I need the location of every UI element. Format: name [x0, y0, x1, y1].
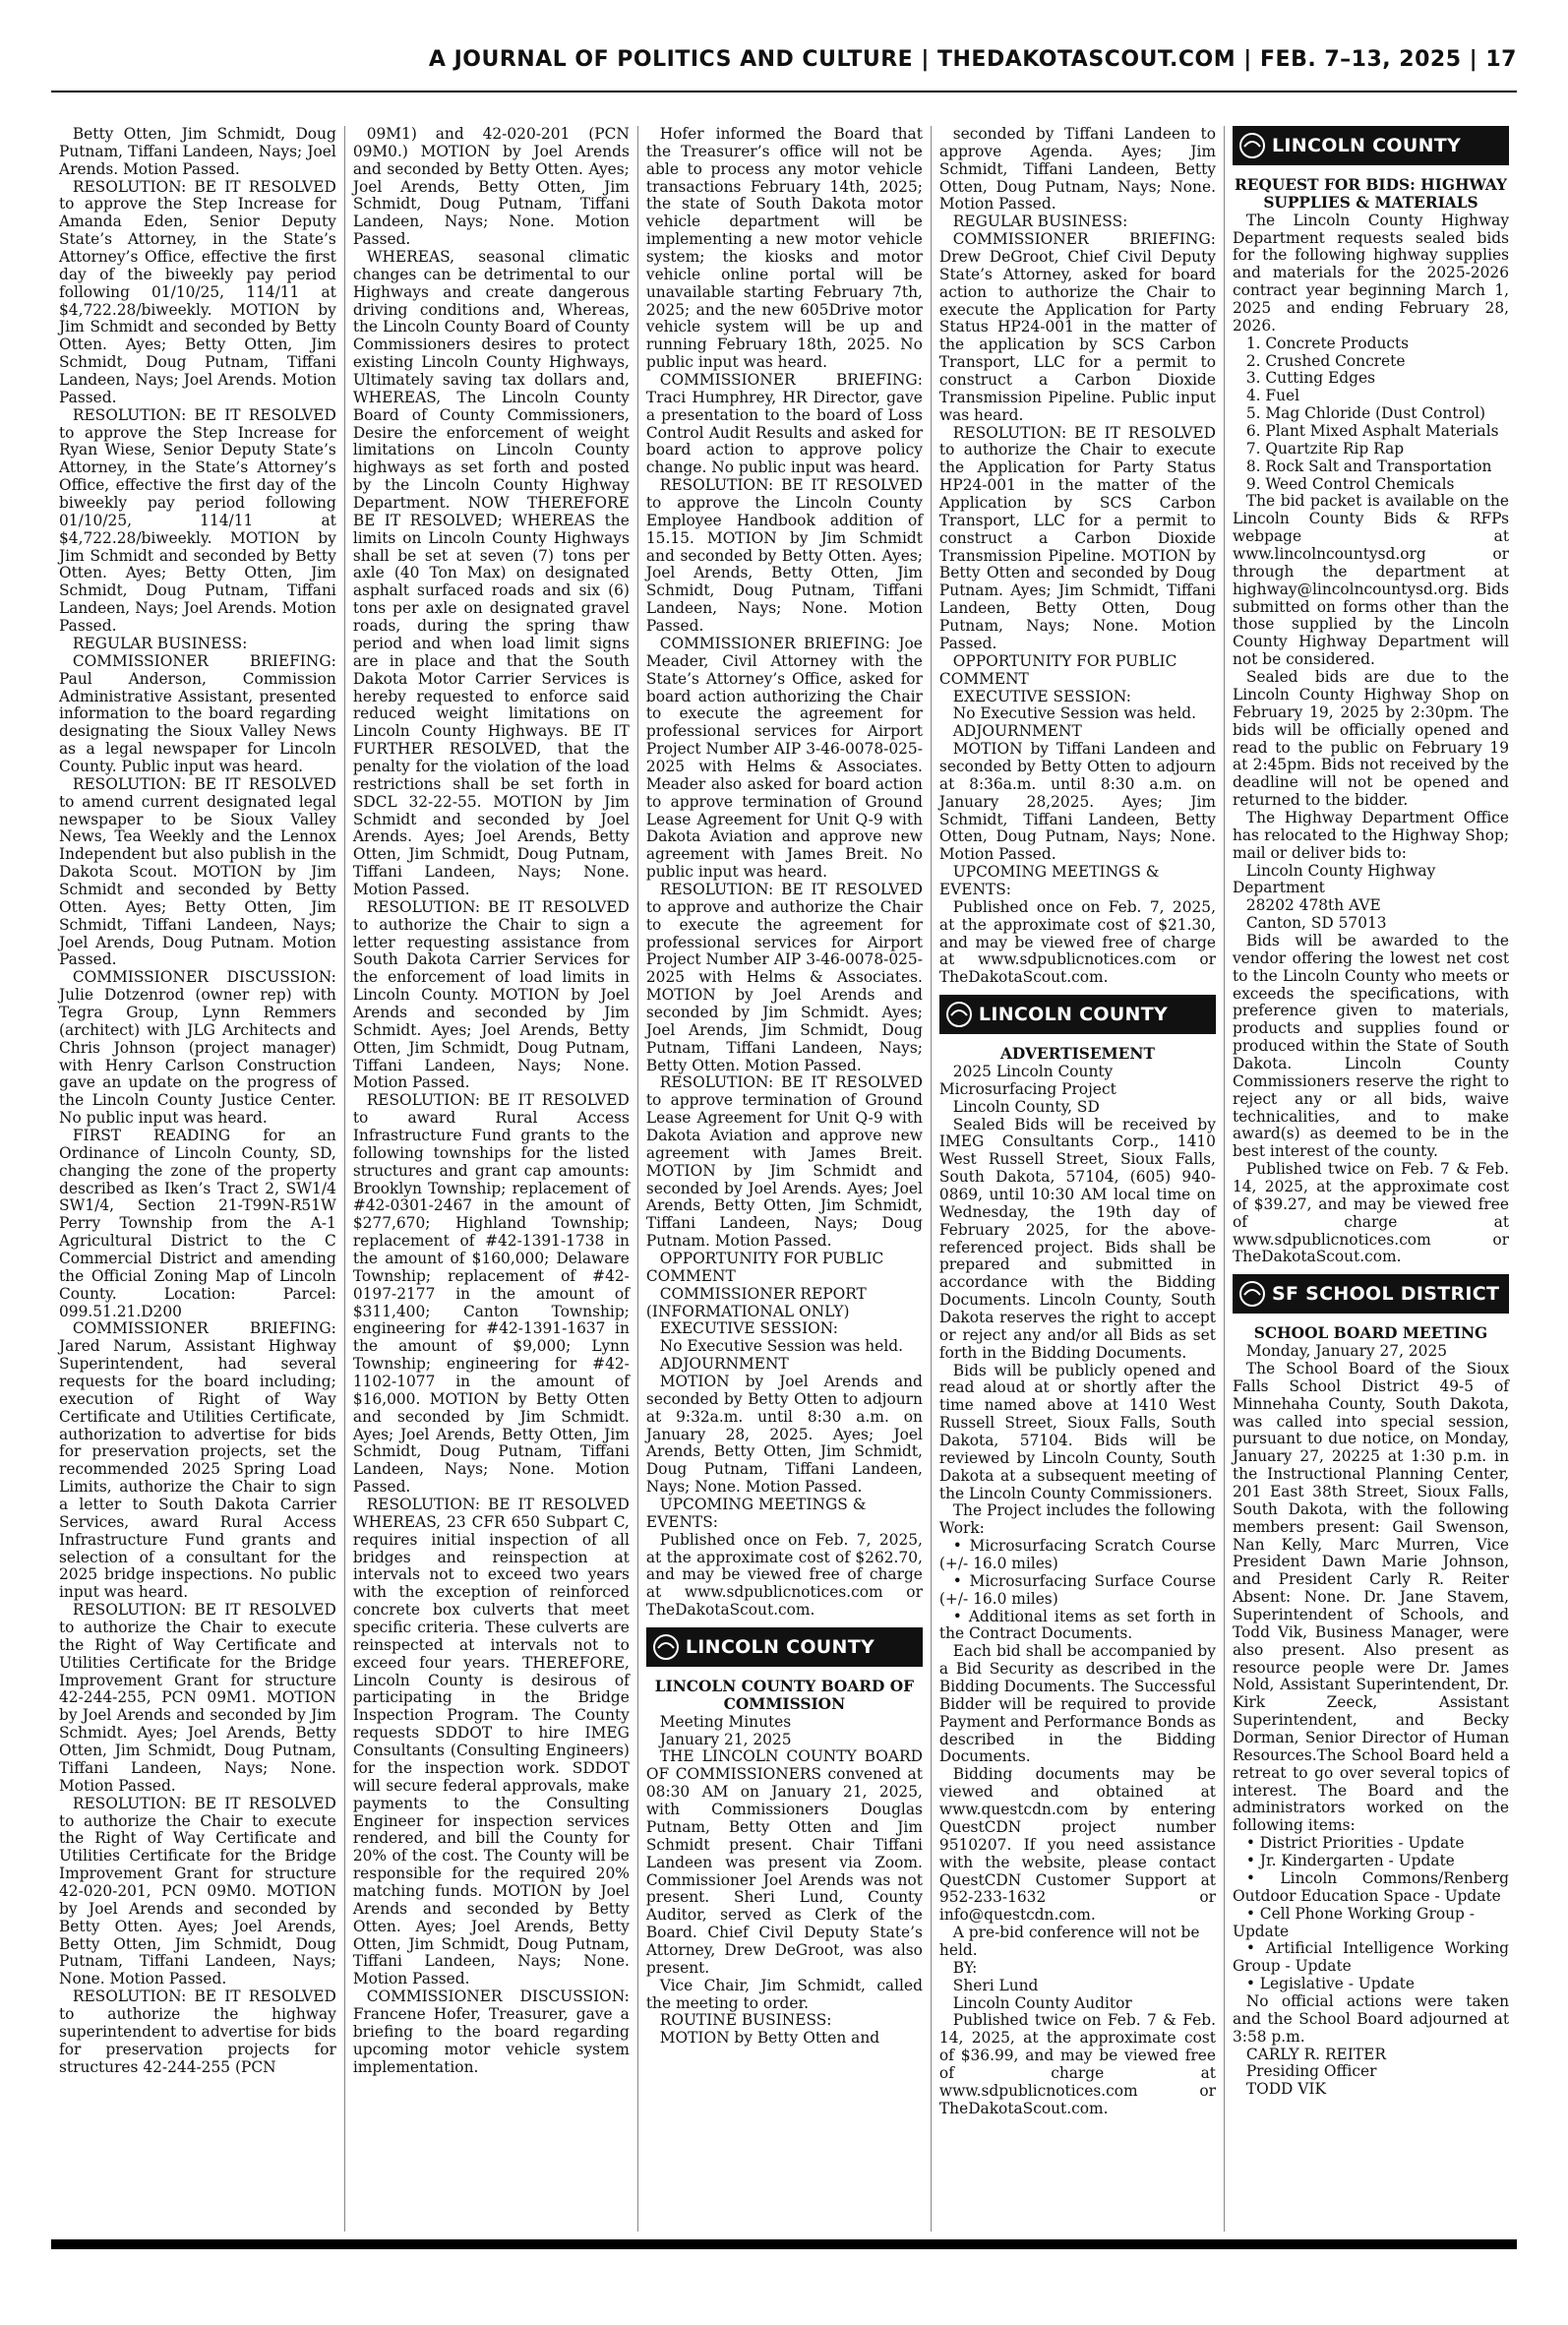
paragraph: COMMISSIONER BRIEFING: Joe Meader, Civil Attorney with the State’s Attorney’s Office, asked for board action authorizing the Chair to execute the agreement for professional services for Airport Project Number AIP 3-46-0078-025-2025 with Helms & Associates. Meader also asked for board action to approve termination of Ground Lease Agreement for Unit Q-9 with Dakota Aviation and approve new agreement with James Breit. No public input was heard.: [645, 634, 923, 882]
paragraph: COMMISSIONER BRIEFING: Paul Anderson, Commission Administrative Assistant, presented information to the board regarding designating the Sioux Valley News as a legal newspaper for Lincoln County. Public input was heard.: [59, 651, 336, 775]
paragraph: ADJOURNMENT: [659, 1355, 789, 1374]
paragraph: OPPORTUNITY FOR PUBLIC COMMENT: [645, 1250, 884, 1285]
paragraph: • District Priorities - Update: [1245, 1834, 1465, 1853]
paragraph: • Cell Phone Working Group - Update: [1232, 1904, 1475, 1940]
paragraph: Each bid shall be accompanied by a Bid Security as described in the Bidding Documents. The Successful Bidder will be required to provide Payment and Performance Bonds as described in the Bidding Documents.: [938, 1642, 1216, 1766]
paragraph: COMMISSIONER DISCUSSION: Francene Hofer, Treasurer, gave a briefing to the board regarding upcoming motor vehicle system implementation.: [352, 1988, 630, 2076]
paragraph: 2. Crushed Concrete: [1245, 351, 1406, 370]
paragraph: RESOLUTION: BE IT RESOLVED to approve and authorize the Chair to execute the agreement for professional services for Airport Project Number AIP 3-46-0078-025-2025 with Helms & Associates. MOTION by Joel Arends and seconded by Jim Schmidt. Ayes; Joel Arends, Jim Schmidt, Doug Putnam, Tiffani Landeen, Nays; Betty Otten. Motion Passed.: [645, 880, 923, 1074]
paragraph: 5. Mag Chloride (Dust Control): [1245, 404, 1486, 423]
paragraph: UPCOMING MEETINGS & EVENTS:: [938, 863, 1160, 898]
col3b-text: [646, 1714, 923, 2048]
paragraph: Bidding documents may be viewed and obtained at www.questcdn.com by entering QuestCDN project number 9510207. If you need assistance with the website, please contact QuestCDN Customer Support at 952-233-1632 or info@questcdn.com.: [938, 1765, 1216, 1925]
paragraph: • Jr. Kindergarten - Update: [1245, 1852, 1455, 1870]
paragraph: Sheri Lund: [952, 1976, 1039, 1994]
paragraph: No Executive Session was held.: [952, 704, 1197, 723]
paragraph: Sealed bids are due to the Lincoln County Highway Shop on February 19, 2025 by 2:30pm. The bids will be officially opened and read to the public on February 19 at 2:45pm. Bids not received by the deadline will not be opened and returned to the bidder.: [1232, 668, 1510, 810]
paragraph: Lincoln County Auditor: [952, 1993, 1132, 2012]
header-rule: [51, 91, 1517, 92]
column-5: [1224, 126, 1517, 2232]
col2-text: [353, 126, 630, 2076]
paragraph: WHEREAS, seasonal climatic changes can be detrimental to our Highways and create dangerous driving conditions and, Whereas, the Lincoln County Board of County Commissioners desires to protect existing Lincoln County Highways, Ultimately saving tax dollars and, WHEREAS, The Lincoln County Board of County Commissioners, Desire the enforcement of weight limitations on Lincoln County highways as set forth and posted by the Lincoln County Highway Department. NOW THEREFORE BE IT RESOLVED; WHEREAS the limits on Lincoln County Highways shall be set at seven (7) tons per axle (40 Ton Max) on designated asphalt surfaced roads and six (6) tons per axle on designated gravel roads, during the spring thaw period and when load limit signs are in place and that the South Dakota Motor Carrier Services is hereby requested to enforce said reduced weight limitations on Lincoln County Highways. BE IT FURTHER RESOLVED, that the penalty for the violation of the load restrictions shall be set forth in SDCL 32-22-55. MOTION by Jim Schmidt and seconded by Joel Arends. Ayes; Joel Arends, Betty Otten, Jim Schmidt, Doug Putnam, Tiffani Landeen, Nays; None. Motion Passed.: [352, 248, 630, 898]
paragraph: CARLY R. REITER: [1245, 2045, 1386, 2063]
paragraph: The Lincoln County Highway Department requests sealed bids for the following highway supplies and materials for the 2025-2026 contract year beginning March 1, 2025 and ending February 28, 2026.: [1232, 211, 1510, 335]
paragraph: RESOLUTION: BE IT RESOLVED to approve the Step Increase for Ryan Wiese, Senior Deputy State’s Attorney, in the State’s Attorney’s Office, effective the first day of the biweekly pay period following 01/10/25, 114/11 at $4,722.28/biweekly. MOTION by Jim Schmidt and seconded by Betty Otten. Ayes; Betty Otten, Jim Schmidt, Doug Putnam, Tiffani Landeen, Nays; Joel Arends. Motion Passed.: [59, 405, 336, 636]
paragraph: A pre-bid conference will not be held.: [938, 1924, 1200, 1959]
columns: [51, 126, 1517, 2232]
paragraph: THE LINCOLN COUNTY BOARD OF COMMISSIONERS convened at 08:30 AM on January 21, 2025, with Commissioners Douglas Putnam, Betty Otten and Jim Schmidt present. Chair Tiffani Landeen was present via Zoom. Commissioner Joel Arends was not present. Sheri Lund, County Auditor, served as Clerk of the Board. Chief Civil Deputy State’s Attorney, Drew DeGroot, was also present.: [645, 1747, 923, 1977]
banner-label: LINCOLN COUNTY: [1271, 134, 1462, 156]
paragraph: Presiding Officer: [1245, 2062, 1377, 2081]
paragraph: Lincoln County, SD: [952, 1097, 1100, 1116]
section-banner: [939, 995, 1216, 1034]
paragraph: TODD VIK: [1245, 2080, 1326, 2099]
paragraph: • Legislative - Update: [1245, 1975, 1415, 1993]
paragraph: RESOLUTION: BE IT RESOLVED to authorize the Chair to execute the Application for Party Status HP24-001 in the matter of the Application by SCS Carbon Transport, LLC for a permit to construct a Carbon Dioxide Transmission Pipeline. MOTION by Betty Otten and seconded by Doug Putnam. Ayes; Jim Schmidt, Tiffani Landeen, Betty Otten, Doug Putnam, Nays; None. Motion Passed.: [938, 423, 1216, 652]
paragraph: 7. Quartzite Rip Rap: [1245, 439, 1405, 458]
paragraph: Published once on Feb. 7, 2025, at the approximate cost of $262.70, and may be viewed free of charge at www.sdpublicnotices.com or TheDakotaScout.com.: [645, 1530, 923, 1620]
paragraph: EXECUTIVE SESSION:: [952, 687, 1131, 705]
paragraph: OPPORTUNITY FOR PUBLIC COMMENT: [938, 651, 1177, 688]
paragraph: 1. Concrete Products: [1245, 334, 1410, 352]
paragraph: 9. Weed Control Chemicals: [1245, 474, 1455, 493]
paragraph: Sealed Bids will be received by IMEG Consultants Corp., 1410 West Russell Street, Sioux Falls, South Dakota, 57104, (605) 940-0869, until 10:30 AM local time on Wednesday, the 19th day of February 2025, for the above-referenced project. Bids shall be prepared and submitted in accordance with the Bidding Documents. Lincoln County, South Dakota reserves the right to accept or reject any and/or all Bids as set forth in the Bidding Documents.: [938, 1115, 1216, 1362]
paragraph: The School Board of the Sioux Falls School District 49-5 of Minnehaha County, South Dakota, was called into special session, pursuant to due notice, on Monday, January 27, 20225 at 1:30 p.m. in the Instructional Planning Center, 201 East 38th Street, Sioux Falls, South Dakota, with the following members present: Gail Swenson, Nan Kelly, Marc Murren, Vice President Dawn Marie Johnson, and President Carly R. Reiter Absent: None. Dr. Jane Stavem, Superintendent of Schools, and Todd Vik, Business Manager, were also present. Also present as resource people were Dr. James Nold, Assistant Superintendent, Dr. Kirk Zeeck, Assistant Superintendent, and Becky Dorman, Senior Director of Human Resources.The School Board held a retreat to go over several topics of interest. The Board and the administrators worked on the following items:: [1232, 1360, 1510, 1835]
paragraph: RESOLUTION: BE IT RESOLVED WHEREAS, 23 CFR 650 Subpart C, requires initial inspection of all bridges and reinspection at intervals not to exceed two years with the exception of reinforced concrete box culverts that meet specific criteria. These culverts are reinspected at intervals not to exceed four years. THEREFORE, Lincoln County is desirous of participating in the Bridge Inspection Program. The County requests SDDOT to hire IMEG Consultants (Consulting Engineers) for the inspection work. SDDOT will secure federal approvals, make payments to the Consulting Engineer for inspection services rendered, and bill the County for 20% of the cost. The County will be responsible for the required 20% matching funds. MOTION by Joel Arends and seconded by Betty Otten. Ayes; Joel Arends, Betty Otten, Jim Schmidt, Doug Putnam, Tiffani Landeen, Nays; None. Motion Passed.: [352, 1496, 630, 1988]
paragraph: Published once on Feb. 7, 2025, at the approximate cost of $21.30, and may be viewed free of charge at www.sdpublicnotices.com or TheDakotaScout.com.: [938, 897, 1216, 987]
paragraph: RESOLUTION: BE IT RESOLVED to approve the Step Increase for Amanda Eden, Senior Deputy State’s Attorney, in the State’s Attorney’s Office, effective the first day of the biweekly pay period following 01/10/25, 114/11 at $4,722.28/biweekly. MOTION by Jim Schmidt and seconded by Betty Otten. Ayes; Betty Otten, Jim Schmidt, Doug Putnam, Tiffani Landeen, Nays; Joel Arends. Motion Passed.: [59, 177, 336, 406]
paragraph: RESOLUTION: BE IT RESOLVED to amend current designated legal newspaper to be Sioux Valley News, Tea Weekly and the Lennox Independent but also publish in the Dakota Scout. MOTION by Jim Schmidt and seconded by Betty Otten. Ayes; Betty Otten, Jim Schmidt, Tiffani Landeen, Nays; Joel Arends, Doug Putnam. Motion Passed.: [59, 774, 336, 969]
paragraph: seconded by Tiffani Landeen to approve Agenda. Ayes; Jim Schmidt, Tiffani Landeen, Betty Otten, Doug Putnam, Nays; None. Motion Passed.: [938, 126, 1216, 214]
paragraph: The Highway Department Office has relocated to the Highway Shop; mail or deliver bids to:: [1232, 808, 1510, 862]
paragraph: 6. Plant Mixed Asphalt Materials: [1245, 422, 1499, 441]
paragraph: Meeting Minutes: [659, 1712, 792, 1731]
paragraph: EXECUTIVE SESSION:: [659, 1319, 838, 1338]
paragraph: RESOLUTION: BE IT RESOLVED to approve the Lincoln County Employee Handbook addition of 15.15. MOTION by Jim Schmidt and seconded by Betty Otten. Ayes; Joel Arends, Betty Otten, Jim Schmidt, Doug Putnam, Tiffani Landeen, Nays; None. Motion Passed.: [645, 476, 923, 636]
paragraph: COMMISSIONER BRIEFING: Drew DeGroot, Chief Civil Deputy State’s Attorney, asked for board action to authorize the Chair to execute the Application for Party Status HP24-001 in the matter of the application by SCS Carbon Transport, LLC for a permit to construct a Carbon Dioxide Transmission Pipeline. Public input was heard.: [938, 230, 1216, 424]
col5b-text: [1233, 1343, 1509, 2099]
paragraph: REGULAR BUSINESS:: [72, 634, 248, 652]
paragraph: The bid packet is available on the Lincoln County Bids & RFPs webpage at www.lincolncountysd.org or through the department at highway@lincolncountysd.org. Bids submitted on forms other than the those supplied by the Lincoln County Highway Department will not be considered.: [1232, 492, 1510, 669]
paragraph: REGULAR BUSINESS:: [952, 213, 1128, 231]
paragraph: January 21, 2025: [659, 1730, 792, 1748]
column-1: [51, 126, 344, 2232]
paragraph: Betty Otten, Jim Schmidt, Doug Putnam, Tiffani Landeen, Nays; Joel Arends. Motion Passed.: [59, 126, 336, 178]
paragraph: • Microsurfacing Scratch Course (+/- 16.0 miles): [938, 1537, 1216, 1573]
paragraph: COMMISSIONER REPORT (INFORMATIONAL ONLY): [645, 1284, 867, 1320]
newspaper-logo-icon: [1233, 1274, 1272, 1314]
col4b-text: [939, 1064, 1216, 2118]
paragraph: 09M1) and 42-020-201 (PCN 09M0.) MOTION by Joel Arends and seconded by Betty Otten. Ayes; Joel Arends, Betty Otten, Jim Schmidt, Doug Putnam, Tiffani Landeen, Nays; None. Motion Passed.: [352, 126, 630, 249]
paragraph: RESOLUTION: BE IT RESOLVED to authorize the Chair to execute the Right of Way Certificate and Utilities Certificate for the Bridge Improvement Grant for structure 42-020-201, PCN 09M0. MOTION by Joel Arends and seconded by Betty Otten. Ayes; Joel Arends, Betty Otten, Jim Schmidt, Doug Putnam, Tiffani Landeen, Nays; None. Motion Passed.: [59, 1794, 336, 1988]
paragraph: No official actions were taken and the School Board adjourned at 3:58 p.m.: [1232, 1991, 1510, 2046]
page-header: [51, 0, 1517, 124]
paragraph: RESOLUTION: BE IT RESOLVED to authorize the Chair to sign a letter requesting assistance from South Dakota Carrier Services for the enforcement of load limits in Lincoln County. MOTION by Joel Arends and seconded by Jim Schmidt. Ayes; Joel Arends, Betty Otten, Jim Schmidt, Doug Putnam, Tiffani Landeen, Nays; None. Motion Passed.: [352, 897, 630, 1092]
section-banner: [1233, 1274, 1509, 1314]
col1-text: [59, 126, 336, 2076]
paragraph: FIRST READING for an Ordinance of Lincoln County, SD, changing the zone of the property described as Iken’s Tract 2, SW1/4 SW1/4, Section 21-T99N-R51W Perry Township from the A-1 Agricultural District to the C Commercial District and amending the Official Zoning Map of Lincoln County. Location: Parcel: 099.51.21.D200: [59, 1126, 336, 1320]
paragraph: RESOLUTION: BE IT RESOLVED to authorize the Chair to execute the Right of Way Certificate and Utilities Certificate for the Bridge Improvement Grant for structure 42-244-255, PCN 09M1. MOTION by Joel Arends and seconded by Jim Schmidt. Ayes; Joel Arends, Betty Otten, Jim Schmidt, Doug Putnam, Tiffani Landeen, Nays; None. Motion Passed.: [59, 1601, 336, 1795]
banner-label: SF SCHOOL DISTRICT: [1271, 1283, 1500, 1306]
paragraph: RESOLUTION: BE IT RESOLVED to approve termination of Ground Lease Agreement for Unit Q-9 with Dakota Aviation and approve new agreement with James Breit. MOTION by Jim Schmidt and seconded by Joel Arends. Ayes; Joel Arends, Betty Otten, Jim Schmidt, Tiffani Landeen, Nays; Doug Putnam. Motion Passed.: [645, 1073, 923, 1251]
col4-text: [939, 126, 1216, 987]
banner-label: LINCOLN COUNTY: [685, 1636, 875, 1659]
paragraph: BY:: [952, 1958, 978, 1977]
paragraph: • Lincoln Commons/Renberg Outdoor Education Space - Update: [1232, 1868, 1510, 1905]
newspaper-logo-icon: [1233, 126, 1272, 165]
paragraph: Hofer informed the Board that the Treasurer’s office will not be able to process any motor vehicle transactions February 14th, 2025; the state of South Dakota motor vehicle department will be implementing a new motor vehicle system; the kiosks and motor vehicle online portal will be unavailable starting February 7th, 2025; and the new 605Drive motor vehicle system will be up and running February 18th, 2025. No public input was heard.: [645, 126, 923, 372]
paragraph: No Executive Session was held.: [659, 1337, 903, 1356]
paragraph: COMMISSIONER BRIEFING: Jared Narum, Assistant Highway Superintendent, had several requests for the board including; execution of Right of Way Certificate and Utilities Certificate, authorization to advertise for bids for preservation projects, set the recommended 2025 Spring Load Limits, authorize the Chair to sign a letter to South Dakota Carrier Services, award Rural Access Infrastructure Fund grants and selection of a consultant for the 2025 bridge inspections. No public input was heard.: [59, 1319, 336, 1602]
paragraph: 2025 Lincoln County Microsurfacing Project: [938, 1062, 1116, 1098]
paragraph: 28202 478th AVE: [1245, 896, 1381, 915]
notice-title: REQUEST FOR BIDS: HIGHWAY SUPPLIES & MATERIALS: [1234, 176, 1508, 212]
notice-title: SCHOOL BOARD MEETING: [1253, 1324, 1488, 1343]
newspaper-logo-icon: [646, 1627, 686, 1667]
paragraph: Bids will be publicly opened and read aloud at or shortly after the time named above at 1410 West Russell Street, Sioux Falls, South Dakota, 57104. Bids will be reviewed by Lincoln County, South Dakota at a subsequent meeting of the Lincoln County Commissioners.: [938, 1361, 1216, 1502]
paragraph: Vice Chair, Jim Schmidt, called the meeting to order.: [645, 1976, 923, 2012]
paragraph: • Artificial Intelligence Working Group - Update: [1232, 1939, 1510, 1976]
paragraph: COMMISSIONER BRIEFING: Traci Humphrey, HR Director, gave a presentation to the board of Loss Control Audit Results and asked for board action to approve policy change. No public input was heard.: [645, 371, 923, 477]
column-4: [931, 126, 1224, 2232]
paragraph: MOTION by Tiffani Landeen and seconded by Betty Otten to adjourn at 8:36a.m. until 8:30 a.m. on January 28,2025. Ayes; Jim Schmidt, Tiffani Landeen, Betty Otten, Doug Putnam, Nays; None. Motion Passed.: [938, 740, 1216, 864]
paragraph: ADJOURNMENT: [952, 722, 1082, 741]
paragraph: MOTION by Betty Otten and: [659, 2029, 880, 2048]
paragraph: RESOLUTION: BE IT RESOLVED to authorize the highway superintendent to advertise for bids for preservation projects for structures 42-244-255 (PCN: [59, 1988, 336, 2076]
paragraph: RESOLUTION: BE IT RESOLVED to award Rural Access Infrastructure Fund grants to the following townships for the listed structures and grant cap amounts: Brooklyn Township; replacement of #42-0301-2467 in the amount of $277,670; Highland Township; replacement of #42-1391-1738 in the amount of $160,000; Delaware Township; replacement of #42-0197-2177 in the amount of $311,400; Canton Township; engineering for #42-1391-1637 in the amount of $9,000; Lynn Township; engineering for #42-1102-1077 in the amount of $16,000. MOTION by Betty Otten and seconded by Jim Schmidt. Ayes; Joel Arends, Betty Otten, Jim Schmidt, Doug Putnam, Tiffani Landeen, Nays; None. Motion Passed.: [352, 1091, 630, 1497]
col3-text: [646, 126, 923, 1620]
paragraph: Published twice on Feb. 7 & Feb. 14, 2025, at the approximate cost of $39.27, and may be viewed free of charge at www.sdpublicnotices.com or TheDakotaScout.com.: [1232, 1160, 1510, 1266]
paragraph: 3. Cutting Edges: [1245, 369, 1375, 388]
paragraph: Canton, SD 57013: [1245, 914, 1387, 933]
paragraph: Lincoln County Highway Department: [1232, 861, 1436, 897]
column-3: [637, 126, 931, 2232]
paragraph: Monday, January 27, 2025: [1245, 1342, 1448, 1361]
paragraph: 8. Rock Salt and Transportation: [1245, 457, 1492, 475]
paragraph: • Microsurfacing Surface Course (+/- 16.0 miles): [938, 1571, 1216, 1608]
paragraph: COMMISSIONER DISCUSSION: Julie Dotzenrod (owner rep) with Tegra Group, Lynn Remmers (architect) with JLG Architects and Chris Johnson (project manager) with Henry Carlson Construction gave an update on the progress of the Lincoln County Justice Center. No public input was heard.: [59, 968, 336, 1128]
paragraph: Bids will be awarded to the vendor offering the lowest net cost to the Lincoln County who meets or exceeds the specifications, with preference given to materials, products and supplies found or produced within the State of South Dakota. Lincoln County Commissioners reserve the right to reject any or all bids, waive technicalities, and to make award(s) as deemed to be in the best interest of the county.: [1232, 931, 1510, 1161]
paragraph: The Project includes the following Work:: [938, 1501, 1216, 1538]
paragraph: 4. Fuel: [1245, 387, 1300, 405]
paragraph: • Additional items as set forth in the Contract Documents.: [938, 1607, 1216, 1643]
footer-rule: [51, 2239, 1517, 2249]
column-2: [344, 126, 637, 2232]
banner-label: LINCOLN COUNTY: [978, 1004, 1169, 1026]
section-banner: [646, 1627, 923, 1667]
notice-title: ADVERTISEMENT: [999, 1045, 1155, 1064]
paragraph: ROUTINE BUSINESS:: [659, 2011, 832, 2030]
col5-text: [1233, 213, 1509, 1267]
paragraph: UPCOMING MEETINGS & EVENTS:: [645, 1496, 867, 1531]
section-banner: [1233, 126, 1509, 165]
notice-title: LINCOLN COUNTY BOARD OF COMMISSION: [654, 1678, 915, 1713]
header-text: A JOURNAL OF POLITICS AND CULTURE | THEDAKOTASCOUT.COM | FEB. 7–13, 2025 | 17: [428, 47, 1517, 72]
paragraph: MOTION by Joel Arends and seconded by Betty Otten to adjourn at 9:32a.m. until 8:30 a.m. on January 28, 2025. Ayes; Joel Arends, Betty Otten, Jim Schmidt, Doug Putnam, Tiffani Landeen, Nays; None. Motion Passed.: [645, 1373, 923, 1497]
newspaper-logo-icon: [939, 995, 979, 1034]
paragraph: Published twice on Feb. 7 & Feb. 14, 2025, at the approximate cost of $36.99, and may be viewed free of charge at www.sdpublicnotices.com or TheDakotaScout.com.: [938, 2011, 1216, 2117]
